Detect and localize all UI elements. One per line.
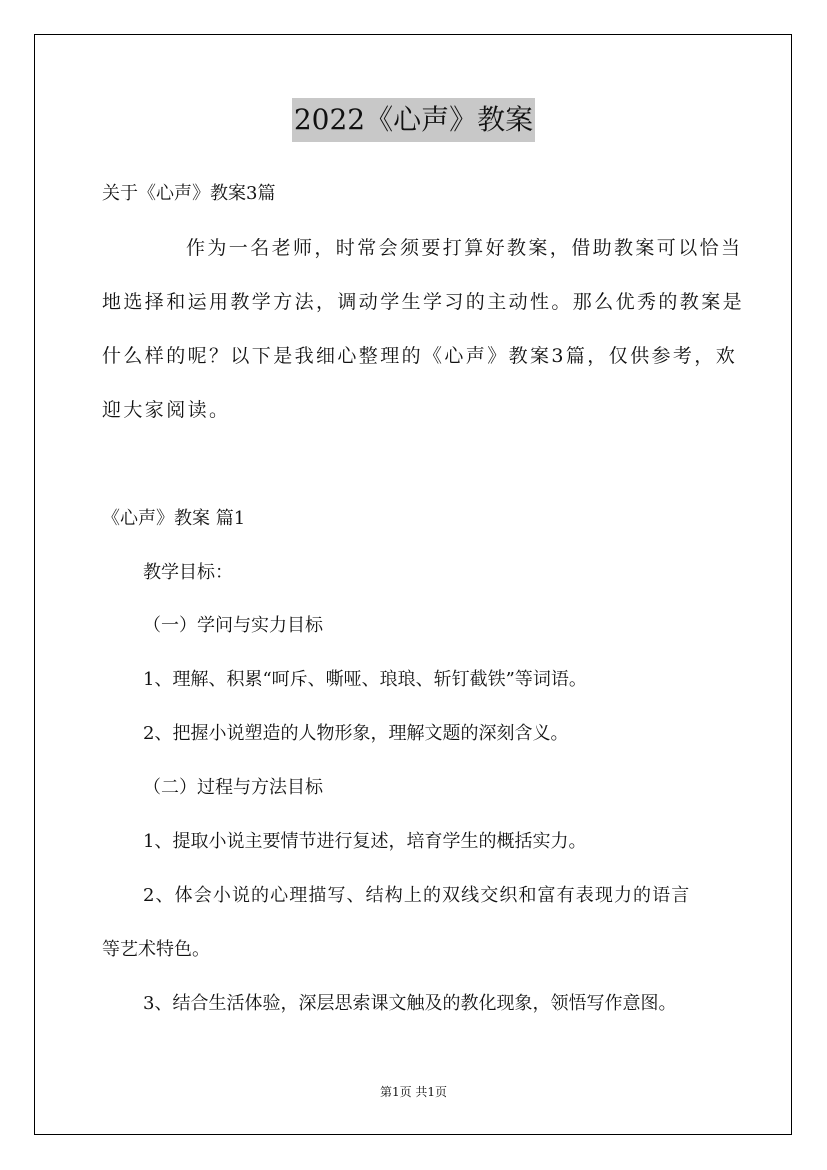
intro-line-3: 什么样的呢？以下是我细心整理的《心声》教案3篇，仅供参考，欢: [102, 345, 738, 367]
part1-item-1: 1、理解、积累“呵斥、嘶哑、琅琅、斩钉截铁”等词语。: [143, 669, 587, 690]
objectives-heading: 教学目标：: [143, 562, 233, 583]
page-footer: 第1页 共1页: [379, 1085, 448, 1099]
part2-item-3: 3、结合生活体验，深层思索课文触及的教化现象，领悟写作意图。: [143, 993, 677, 1014]
intro-line-2: 地选择和运用教学方法，调动学生学习的主动性。那么优秀的教案是: [102, 291, 745, 313]
section-heading: 《心声》教案 篇1: [102, 508, 246, 529]
part2-item-2-line-2: 等艺术特色。: [102, 939, 210, 960]
part1-item-2: 2、把握小说塑造的人物形象，理解文题的深刻含义。: [143, 723, 569, 744]
intro-line-4: 迎大家阅读。: [102, 399, 231, 421]
part2-item-1: 1、提取小说主要情节进行复述，培育学生的概括实力。: [143, 831, 587, 852]
part1-heading: （一）学问与实力目标: [143, 615, 323, 636]
part2-item-2-line-1: 2、体会小说的心理描写、结构上的双线交织和富有表现力的语言: [143, 885, 691, 906]
document-title: 2022《心声》教案: [292, 98, 535, 142]
part2-heading: （二）过程与方法目标: [143, 777, 323, 798]
intro-line-1: 作为一名老师，时常会须要打算好教案，借助教案可以恰当: [186, 237, 743, 259]
title-wrapper: [0, 98, 827, 142]
document-subtitle: 关于《心声》教案3篇: [102, 183, 276, 204]
